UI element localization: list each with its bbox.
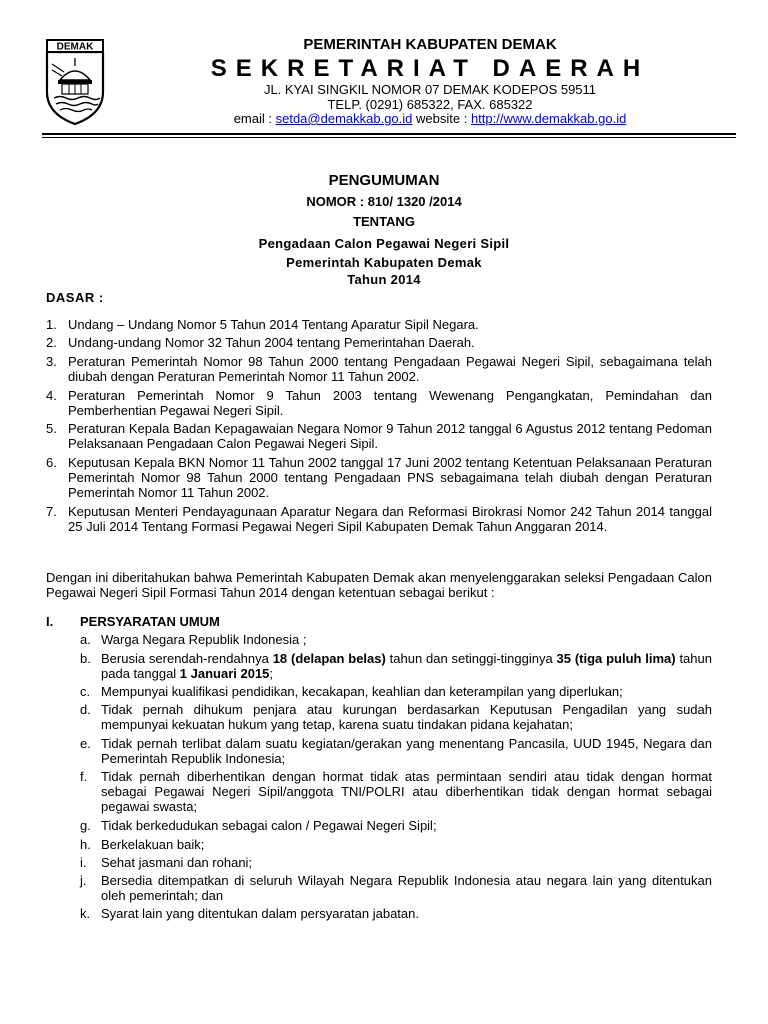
min-age: 18 (delapan belas)	[272, 651, 386, 666]
max-age: 35 (tiga puluh lima)	[556, 651, 676, 666]
list-item-text: Peraturan Pemerintah Nomor 9 Tahun 2003 tentang Wewenang Pengangkatan, Pemindahan dan Pemberhentian Pegawai Negeri Sipil.	[68, 388, 712, 418]
list-item	[80, 684, 712, 699]
list-item-text: Peraturan Kepala Badan Kepagawaian Negara Nomor 9 Tahun 2012 tanggal 6 Agustus 2012 tentang Pedoman Pelaksanaan Pengadaan Calon Pegawai Negeri Sipil.	[68, 421, 712, 451]
list-item	[80, 736, 712, 766]
list-item	[46, 504, 712, 534]
list-item-letter: c.	[80, 684, 91, 699]
list-item-number: 7.	[46, 504, 57, 519]
website-label: website :	[416, 111, 468, 126]
list-item-number: 2.	[46, 335, 57, 350]
list-item	[46, 421, 712, 451]
list-item-letter: h.	[80, 837, 91, 852]
list-item-text	[101, 651, 712, 681]
announcement-subject-3: Tahun 2014	[347, 272, 421, 287]
list-item-text: Undang-undang Nomor 32 Tahun 2004 tentang Pemerintahan Daerah.	[68, 335, 475, 350]
letterhead-contact	[130, 111, 730, 126]
list-item-text: Berkelakuan baik;	[101, 837, 205, 852]
list-item-letter: e.	[80, 736, 91, 751]
list-item	[80, 873, 712, 903]
age-text-1: Berusia serendah-rendahnya	[101, 651, 273, 666]
list-item-letter: j.	[80, 873, 87, 888]
list-item-text: Syarat lain yang ditentukan dalam persyaratan jabatan.	[101, 906, 419, 921]
list-item-text: Keputusan Menteri Pendayagunaan Aparatur Negara dan Reformasi Birokrasi Nomor 242 Tahun 2014 tanggal 25 Juli 2014 Tentang Formasi Pegawai Negeri Sipil Kabupaten Demak Tahun Anggaran 2014.	[68, 504, 712, 534]
intro-paragraph: Dengan ini diberitahukan bahwa Pemerintah Kabupaten Demak akan menyelenggarakan seleksi Pengadaan Calon Pegawai Negeri Sipil Formasi Tahun 2014 dengan ketentuan sebagai berikut :	[46, 570, 712, 600]
age-text-4: ;	[269, 666, 274, 681]
list-item-number: 3.	[46, 354, 57, 369]
announcement-subject-1: Pengadaan Calon Pegawai Negeri Sipil	[258, 236, 510, 251]
list-item-text: Mempunyai kualifikasi pendidikan, kecakapan, keahlian dan keterampilan yang diperlukan;	[101, 684, 623, 699]
list-item	[46, 455, 712, 500]
website-link[interactable]: http://www.demakkab.go.id	[470, 111, 627, 126]
announcement-subject-2: Pemerintah Kabupaten Demak	[286, 255, 482, 270]
list-item	[80, 769, 712, 814]
list-item-letter: b.	[80, 651, 91, 666]
list-item-letter: d.	[80, 702, 91, 717]
reference-date: 1 Januari 2015	[179, 666, 270, 681]
letterhead-office: SEKRETARIAT DAERAH	[210, 55, 650, 82]
email-label: email :	[233, 111, 272, 126]
list-item	[80, 632, 712, 647]
list-item-text: Undang – Undang Nomor 5 Tahun 2014 Tentang Aparatur Sipil Negara.	[68, 317, 479, 332]
announcement-number: NOMOR : 810/ 1320 /2014	[306, 194, 462, 209]
logo-text: DEMAK	[56, 41, 94, 53]
list-item	[46, 388, 712, 418]
letterhead-divider-thin	[42, 137, 736, 138]
age-text-2: tahun dan setinggi-tingginya	[385, 651, 557, 666]
list-item-text: Sehat jasmani dan rohani;	[101, 855, 253, 870]
letterhead-phone: TELP. (0291) 685322, FAX. 685322	[327, 97, 533, 112]
section-title: PERSYARATAN UMUM	[80, 614, 220, 629]
letterhead-divider-thick	[42, 133, 736, 135]
list-item-text: Tidak berkedudukan sebagai calon / Pegawai Negeri Sipil;	[101, 818, 437, 833]
list-item-number: 6.	[46, 455, 57, 470]
announcement-about: TENTANG	[353, 214, 415, 229]
announcement-heading: PENGUMUMAN	[328, 172, 440, 189]
list-item-text: Keputusan Kepala BKN Nomor 11 Tahun 2002 tanggal 17 Juni 2002 tentang Ketentuan Pelaksanaan Peraturan Pemerintah Nomor 98 Tahun 2000 tentang Pengadaan PNS sebagaimana telah diubah dengan Peraturan Pemerintah Nomor 11 Tahun 2002.	[68, 455, 712, 500]
demak-logo-icon	[44, 38, 106, 126]
list-item-number: 4.	[46, 388, 57, 403]
list-item-letter: g.	[80, 818, 91, 833]
email-link[interactable]: setda@demakkab.go.id	[275, 111, 413, 126]
list-item	[80, 818, 712, 833]
list-item-text: Peraturan Pemerintah Nomor 98 Tahun 2000 tentang Pengadaan Pegawai Negeri Sipil, sebagaimana telah diubah dengan Peraturan Pemerintah Nomor 11 Tahun 2002.	[68, 354, 712, 384]
list-item-text: Warga Negara Republik Indonesia ;	[101, 632, 307, 647]
list-item-text: Bersedia ditempatkan di seluruh Wilayah Negara Republik Indonesia atau negara lain yang ditentukan oleh pemerintah; dan	[101, 873, 712, 903]
list-item	[46, 335, 712, 350]
letterhead-government: PEMERINTAH KABUPATEN DEMAK	[303, 36, 557, 53]
age-text-3: tahun pada tanggal	[101, 651, 712, 681]
list-item	[46, 354, 712, 384]
list-item-text: Tidak pernah dihukum penjara atau kurungan berdasarkan Keputusan Pengadilan yang sudah mempunyai kekuatan hukum yang tetap, karena suatu tindakan pidana kejahatan;	[101, 702, 712, 732]
list-item-letter: f.	[80, 769, 88, 784]
list-item	[46, 317, 712, 332]
list-item	[80, 855, 712, 870]
list-item-letter: i.	[80, 855, 87, 870]
list-item-number: 1.	[46, 317, 57, 332]
dasar-label: DASAR :	[46, 290, 104, 305]
list-item	[80, 906, 712, 921]
list-item-letter: k.	[80, 906, 91, 921]
list-item	[80, 702, 712, 732]
list-item-letter: a.	[80, 632, 91, 647]
list-item	[80, 837, 712, 852]
section-number: I.	[46, 614, 54, 629]
list-item-text: Tidak pernah terlibat dalam suatu kegiatan/gerakan yang menentang Pancasila, UUD 1945, Negara dan Pemerintah Republik Indonesia;	[101, 736, 712, 766]
list-item-number: 5.	[46, 421, 57, 436]
list-item	[80, 651, 712, 681]
letterhead-address: JL. KYAI SINGKIL NOMOR 07 DEMAK KODEPOS 59511	[263, 82, 597, 97]
list-item-text: Tidak pernah diberhentikan dengan hormat tidak atas permintaan sendiri atau tidak dengan hormat sebagai Pegawai Negeri Sipil/anggota TNI/POLRI atau diberhentikan tidak dengan hormat sebagai pegawai swasta;	[101, 769, 712, 814]
